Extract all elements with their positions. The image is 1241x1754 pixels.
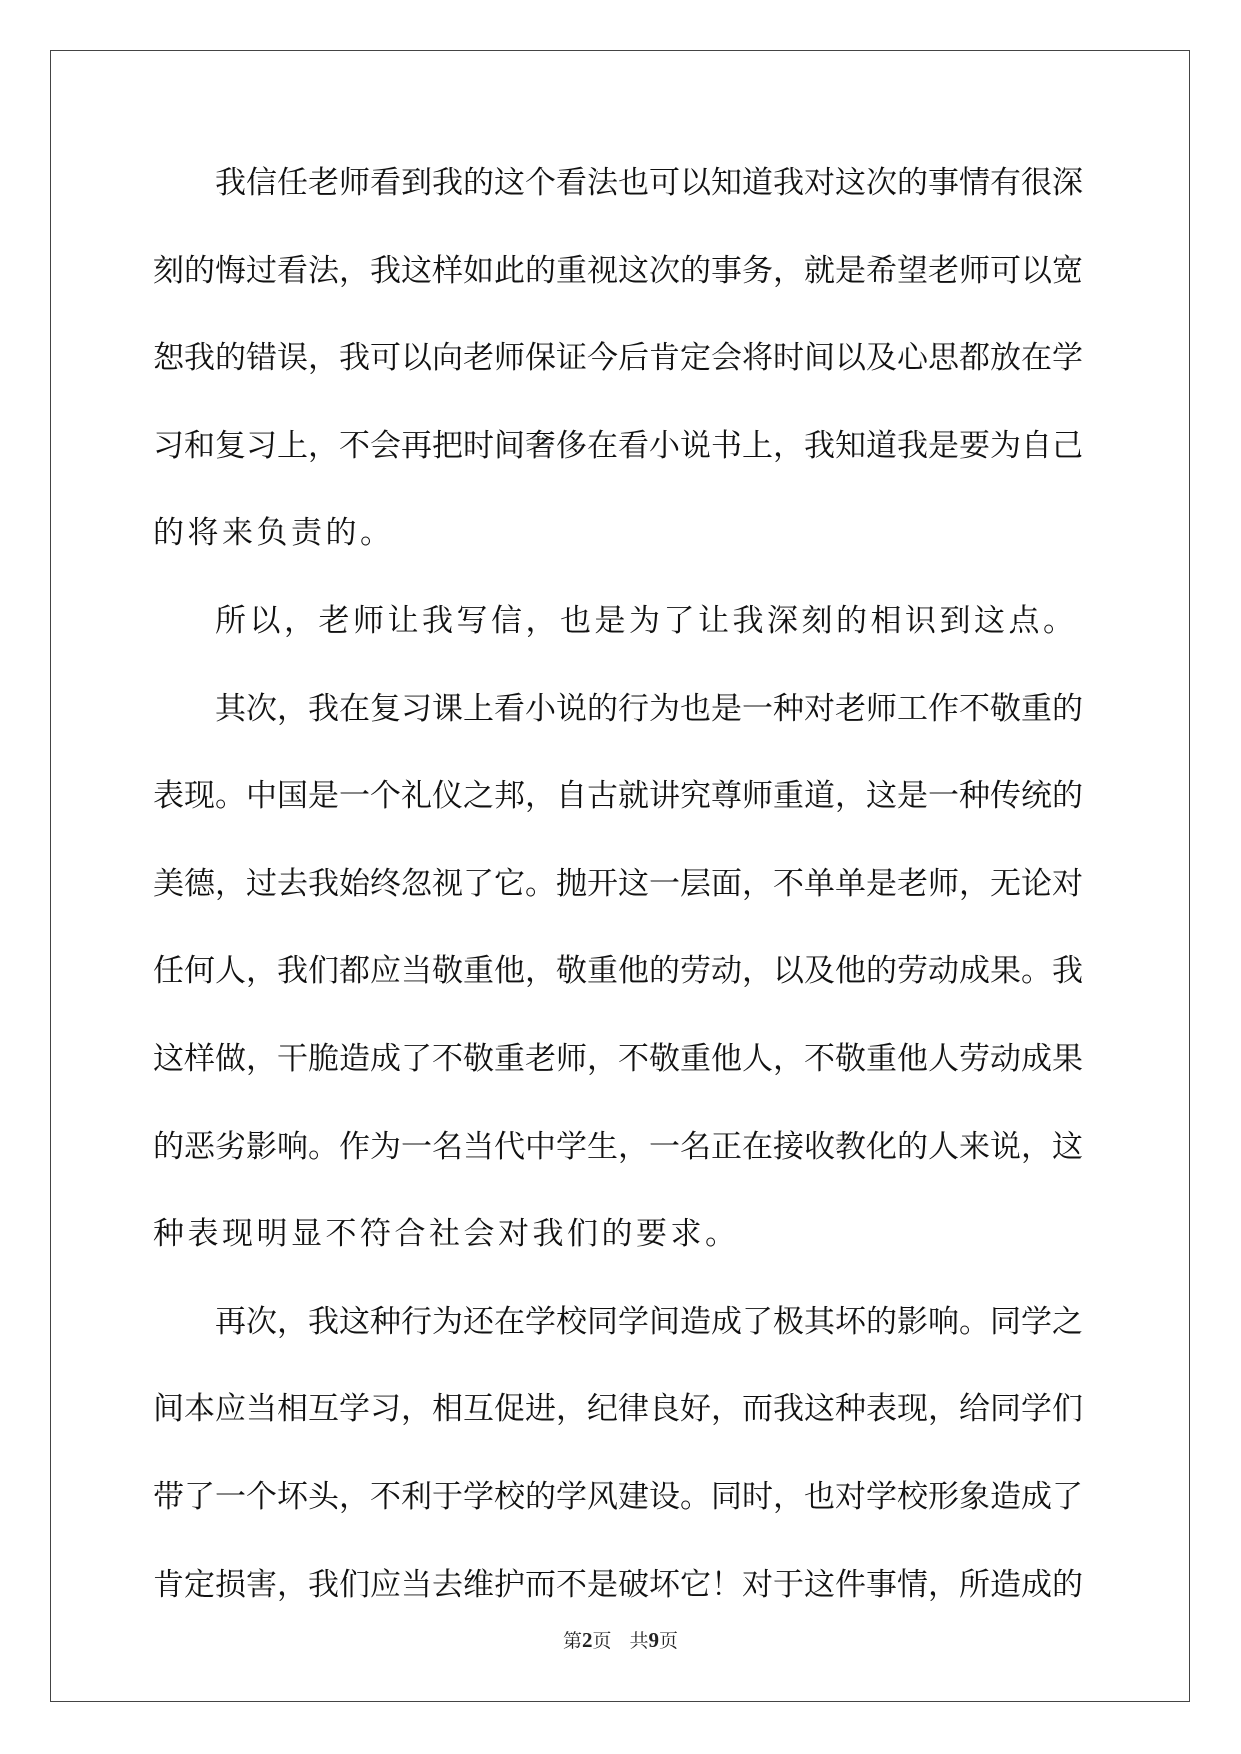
paragraph-line: 这样做，干脆造成了不敬重老师，不敬重他人，不敬重他人劳动成果 xyxy=(153,1040,1083,1077)
paragraph-line: 带了一个坏头，不利于学校的学风建设。同时，也对学校形象造成了 xyxy=(153,1478,1083,1515)
paragraph-line: 的恶劣影响。作为一名当代中学生，一名正在接收教化的人来说，这 xyxy=(153,1128,1083,1165)
paragraph-line: 我信任老师看到我的这个看法也可以知道我对这次的事情有很深 xyxy=(215,165,1083,201)
paragraph-line: 的将来负责的。 xyxy=(153,515,395,552)
paragraph-line: 表现。中国是一个礼仪之邦，自古就讲究尊师重道，这是一种传统的 xyxy=(153,778,1083,815)
paragraph-line: 所以，老师让我写信，也是为了让我深刻的相识到这点。 xyxy=(215,602,1078,639)
total-label-suffix: 页 xyxy=(659,1630,679,1652)
paragraph-line: 恕我的错误，我可以向老师保证今后肯定会将时间以及心思都放在学 xyxy=(153,340,1083,377)
page-label-prefix: 第 xyxy=(562,1630,582,1652)
paragraph-line: 其次，我在复习课上看小说的行为也是一种对老师工作不敬重的 xyxy=(215,690,1083,727)
paragraph-line: 美德，过去我始终忽视了它。抛开这一层面，不单单是老师，无论对 xyxy=(153,865,1083,902)
paragraph-line: 再次，我这种行为还在学校同学间造成了极其坏的影响。同学之 xyxy=(215,1303,1083,1340)
page-label-suffix: 页 xyxy=(592,1630,612,1652)
paragraph-line: 习和复习上，不会再把时间奢侈在看小说书上，我知道我是要为自己 xyxy=(153,427,1083,464)
paragraph-line: 任何人，我们都应当敬重他，敬重他的劳动，以及他的劳动成果。我 xyxy=(153,953,1083,990)
total-pages: 9 xyxy=(648,1628,660,1652)
paragraph-line: 间本应当相互学习，相互促进，纪律良好，而我这种表现，给同学们 xyxy=(153,1391,1083,1428)
total-label-prefix: 共 xyxy=(629,1630,649,1652)
paragraph-line: 种表现明显不符合社会对我们的要求。 xyxy=(153,1216,740,1253)
page-footer xyxy=(0,1626,1241,1653)
document-body xyxy=(153,161,1083,1650)
page-number: 2 xyxy=(581,1628,593,1652)
paragraph-line: 肯定损害，我们应当去维护而不是破坏它！对于这件事情，所造成的 xyxy=(153,1566,1083,1603)
paragraph-line: 刻的悔过看法，我这样如此的重视这次的事务，就是希望老师可以宽 xyxy=(153,252,1083,289)
